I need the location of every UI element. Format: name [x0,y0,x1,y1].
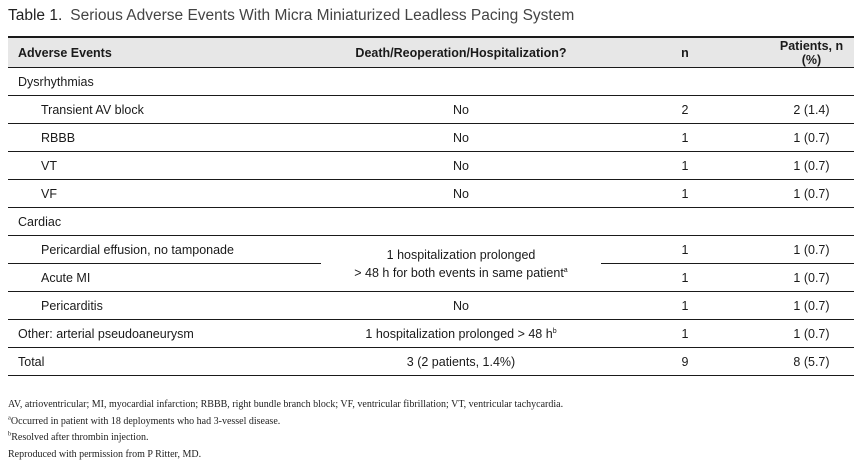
footnote-abbreviations: AV, atrioventricular; MI, myocardial infarction; RBBB, right bundle branch block; VF, ventricular fibrillation; VT, ventricular tachycardia. [8,399,564,410]
table-row [8,96,854,124]
header-death-reoperation: Death/Reoperation/Hospitalization? [321,37,601,68]
header-n: n [601,37,769,68]
header-patients-pct: Patients, n (%) [769,37,854,68]
table-caption [8,7,574,25]
table-row [8,124,854,152]
footnote-permission: Reproduced with permission from P Ritter, MD. [8,448,202,460]
event-cell: RBBB [8,124,321,152]
footnote-b [8,430,563,447]
death-cell [321,320,601,348]
group-row-dysrhythmias [8,68,854,96]
event-cell: Transient AV block [8,96,321,124]
n-cell: 1 [601,152,769,180]
n-cell: 2 [601,96,769,124]
footnote-marker-b: b [552,327,557,335]
table-row [8,236,854,264]
footnote-b-text: Resolved after thrombin injection. [11,432,149,443]
pct-cell: 1 (0.7) [769,320,854,348]
n-cell: 1 [601,292,769,320]
death-cell: No [321,152,601,180]
event-cell: VT [8,152,321,180]
event-cell: Pericarditis [8,292,321,320]
footnote-a-mark: a [8,414,11,422]
header-row [8,37,854,68]
event-cell: Acute MI [8,264,321,292]
death-cell: 3 (2 patients, 1.4%) [321,348,601,376]
pct-cell: 1 (0.7) [769,236,854,264]
pct-cell: 1 (0.7) [769,264,854,292]
header-adverse-events: Adverse Events [8,37,321,68]
pct-cell: 1 (0.7) [769,124,854,152]
event-cell: Pericardial effusion, no tamponade [8,236,321,264]
total-row [8,348,854,376]
death-text: 1 hospitalization prolonged > 48 h [365,326,553,341]
merged-line-2: > 48 h for both events in same patient [354,265,564,280]
death-cell: No [321,96,601,124]
pct-cell: 8 (5.7) [769,348,854,376]
merged-death-cell [321,236,601,292]
n-cell: 1 [601,180,769,208]
table-title: Serious Adverse Events With Micra Miniaturized Leadless Pacing System [70,7,575,24]
footnote-marker-a: a [563,266,568,274]
table-footnotes [8,397,563,463]
group-row-cardiac [8,208,854,236]
group-label: Dysrhythmias [8,68,854,96]
pct-cell: 1 (0.7) [769,152,854,180]
table-label: Table 1. [8,7,63,24]
death-cell: No [321,180,601,208]
table-row [8,152,854,180]
n-cell: 1 [601,124,769,152]
merged-line-2-wrap [331,264,591,282]
n-cell: 1 [601,236,769,264]
table-row [8,292,854,320]
event-cell: Other: arterial pseudoaneurysm [8,320,321,348]
pct-cell: 1 (0.7) [769,292,854,320]
death-cell: No [321,292,601,320]
adverse-events-table [8,36,854,376]
table-row [8,320,854,348]
event-cell: VF [8,180,321,208]
n-cell: 9 [601,348,769,376]
footnote-b-mark: b [8,430,12,438]
merged-line-1: 1 hospitalization prolonged [386,247,536,262]
group-label: Cardiac [8,208,854,236]
pct-cell: 2 (1.4) [769,96,854,124]
pct-cell: 1 (0.7) [769,180,854,208]
n-cell: 1 [601,320,769,348]
n-cell: 1 [601,264,769,292]
footnote-a-text: Occurred in patient with 18 deployments who had 3-vessel disease. [10,415,281,427]
death-cell: No [321,124,601,152]
event-cell: Total [8,348,321,376]
table-row [8,180,854,208]
footnote-a [8,414,563,431]
